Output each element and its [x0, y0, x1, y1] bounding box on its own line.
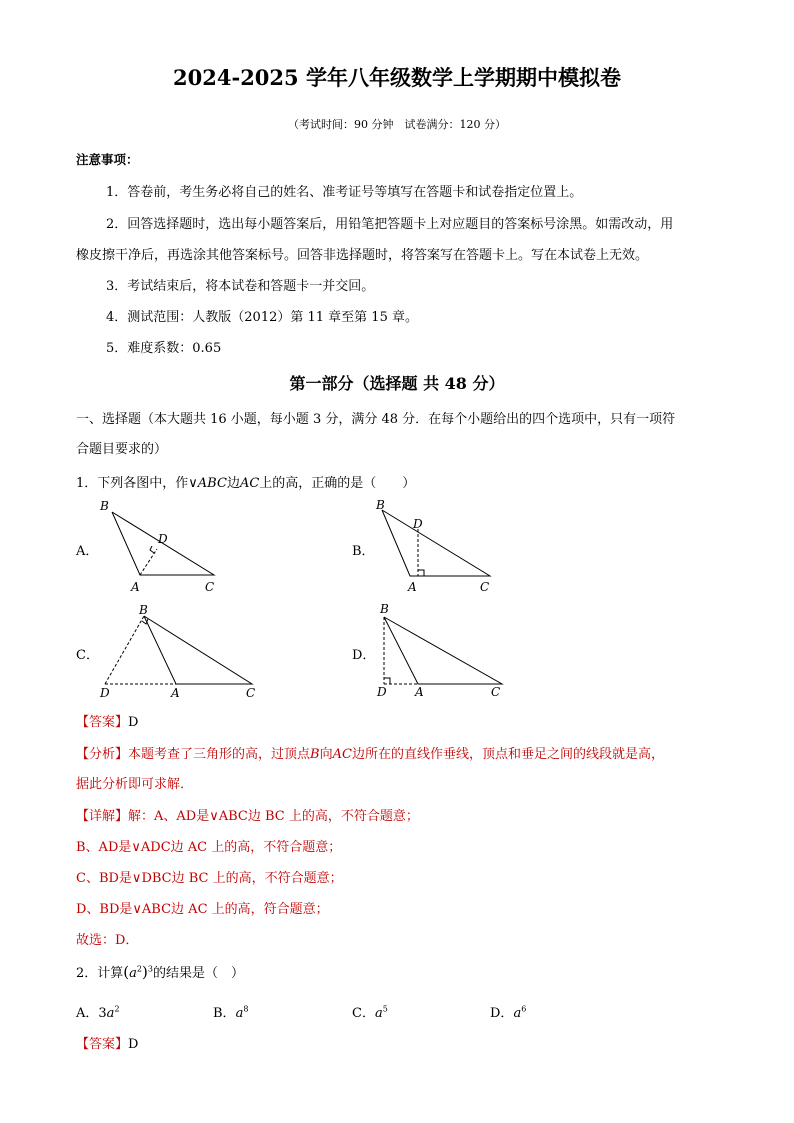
q2-stem-suffix: 的结果是（ ）: [152, 966, 244, 981]
q2-option-c-label: C．: [352, 1006, 375, 1021]
figure-c-label-b: B: [139, 603, 148, 617]
q2-option-d-label: D．: [490, 1006, 514, 1021]
figure-b-label-c: C: [480, 580, 490, 594]
q1-figure-a: [90, 495, 230, 595]
figure-a-right-angle: [150, 546, 154, 553]
figure-c-label-d: D: [100, 686, 110, 700]
figure-d-label-c: C: [491, 685, 501, 699]
q1-answer: [76, 711, 138, 730]
q1-analysis-text-1: 本题考查了三角形的高，过顶点: [128, 747, 311, 762]
q2-option-b-exp: 8: [243, 1004, 249, 1014]
page-title: 2024-2025 学年八年级数学上学期期中模拟卷: [173, 65, 621, 90]
q1-analysis-vertex: B: [310, 747, 320, 762]
q2-option-b: [213, 1002, 248, 1021]
q1-option-d-label: D．: [352, 648, 376, 663]
figure-b-label-b: B: [376, 498, 385, 512]
q2-answer-value: D: [128, 1037, 139, 1052]
q1-option-b-label: B．: [352, 544, 375, 559]
q1-stem-ac: AC: [239, 476, 260, 491]
q2-option-a: [76, 1002, 120, 1021]
q2-option-a-coef: 3: [98, 1006, 107, 1021]
notice-heading: 注意事项：: [76, 152, 139, 167]
q2-option-b-var: a: [235, 1006, 244, 1021]
figure-a-label-a: A: [131, 580, 140, 594]
q1-analysis-tag: 【分析】: [76, 747, 129, 762]
notice-item-2: 2．回答选择题时，选出每小题答案后，用铅笔把答题卡上对应题目的答案标号涂黑。如需改动，用: [106, 217, 674, 232]
q2-stem: [76, 962, 244, 981]
q1-detail-tag: 【详解】: [76, 809, 129, 824]
figure-d-label-b: B: [380, 602, 389, 616]
figure-a-label-c: C: [205, 580, 215, 594]
q1-detail-3: C、BD是∨DBC边 BC 上的高，不符合题意；: [76, 871, 343, 886]
q1-stem-suffix: 上的高，正确的是（ ）: [259, 476, 416, 491]
q1-stem-abc: ABC: [197, 476, 227, 491]
q2-option-a-exp: 2: [114, 1004, 120, 1014]
figure-a-label-b: B: [100, 499, 109, 513]
q2-option-a-label: A．: [76, 1006, 99, 1021]
q1-figure-d: [366, 600, 516, 700]
q1-stem: [76, 472, 415, 491]
q2-option-b-label: B．: [213, 1006, 236, 1021]
q1-analysis-text-2: 向: [319, 747, 333, 762]
section-instructions-cont: 合题目要求的）: [76, 442, 168, 457]
figure-d-label-d: D: [377, 685, 387, 699]
notice-item-3: 3．考试结束后，将本试卷和答题卡一并交回。: [106, 279, 375, 294]
q2-expr-inner-exp: 2: [136, 964, 142, 974]
q1-analysis: [76, 743, 664, 762]
q1-answer-value: D: [128, 715, 139, 730]
q1-detail-2: B、AD是∨ADC边 AC 上的高，不符合题意；: [76, 840, 342, 855]
section-title: 第一部分（选择题 共 48 分）: [289, 374, 505, 393]
q2-option-c: [352, 1002, 388, 1021]
q1-analysis-cont: 据此分析即可求解．: [76, 777, 194, 792]
section-instructions: 一、选择题（本大题共 16 小题，每小题 3 分，满分 48 分．在每个小题给出的四个选项中，只有一项符: [76, 412, 676, 427]
q2-expr-outer-exp: 3: [147, 964, 153, 974]
q1-detail: [76, 805, 419, 824]
figure-b-label-d: D: [413, 517, 423, 531]
figure-c-height-bd: [105, 616, 144, 684]
q1-analysis-side: AC: [332, 747, 352, 762]
figure-d-label-a: A: [415, 685, 424, 699]
q2-option-c-var: a: [374, 1006, 383, 1021]
q2-answer-tag: 【答案】: [76, 1037, 129, 1052]
q1-figure-c: [90, 600, 270, 700]
q2-stem-prefix: 2．计算: [76, 966, 124, 981]
q1-detail-1: 解：A、AD是∨ABC边 BC 上的高，不符合题意；: [128, 809, 419, 824]
q1-figure-b: [366, 495, 506, 595]
q2-option-d-exp: 6: [521, 1004, 527, 1014]
q2-answer: [76, 1033, 138, 1052]
q2-paren-close: ): [142, 963, 148, 981]
figure-a-height-ad: [140, 549, 157, 575]
q1-stem-mid: 边: [226, 476, 240, 491]
q1-stem-prefix: 1．下列各图中，作∨: [76, 476, 198, 491]
q2-option-d-var: a: [513, 1006, 522, 1021]
figure-b-label-a: A: [408, 580, 417, 594]
q1-detail-4: D、BD是∨ABC边 AC 上的高，符合题意；: [76, 902, 329, 917]
figure-d-triangle: [384, 617, 502, 684]
figure-c-triangle: [144, 616, 252, 684]
q2-option-c-exp: 5: [382, 1004, 388, 1014]
notice-item-2-cont: 橡皮擦干净后，再选涂其他答案标号。回答非选择题时，将答案写在答题卡上。写在本试卷上无效。: [76, 248, 649, 263]
q2-expr-base: a: [129, 966, 137, 981]
notice-item-4: 4．测试范围：人教版（2012）第 11 章至第 15 章。: [106, 310, 418, 325]
q2-option-a-var: a: [106, 1006, 115, 1021]
exam-info: （考试时间：90 分钟 试卷满分：120 分）: [288, 118, 506, 131]
figure-c-label-c: C: [246, 686, 256, 700]
figure-d-right-angle: [384, 678, 390, 684]
figure-c-label-a: A: [171, 686, 180, 700]
q1-option-c-label: C．: [76, 648, 99, 663]
q1-analysis-text-3: 边所在的直线作垂线，顶点和垂足之间的线段就是高，: [351, 747, 664, 762]
q2-option-d: [490, 1002, 526, 1021]
notice-item-5: 5．难度系数：0.65: [106, 341, 222, 356]
figure-b-right-angle: [418, 570, 424, 576]
figure-b-triangle: [382, 510, 490, 576]
notice-item-1: 1．答卷前，考生务必将自己的姓名、准考证号等填写在答题卡和试卷指定位置上。: [106, 185, 583, 200]
q1-option-a-label: A．: [76, 544, 99, 559]
figure-a-label-d: D: [158, 532, 168, 546]
q1-answer-tag: 【答案】: [76, 715, 129, 730]
q2-paren-open: (: [123, 963, 130, 981]
q1-conclusion: 故选：D．: [76, 933, 139, 948]
